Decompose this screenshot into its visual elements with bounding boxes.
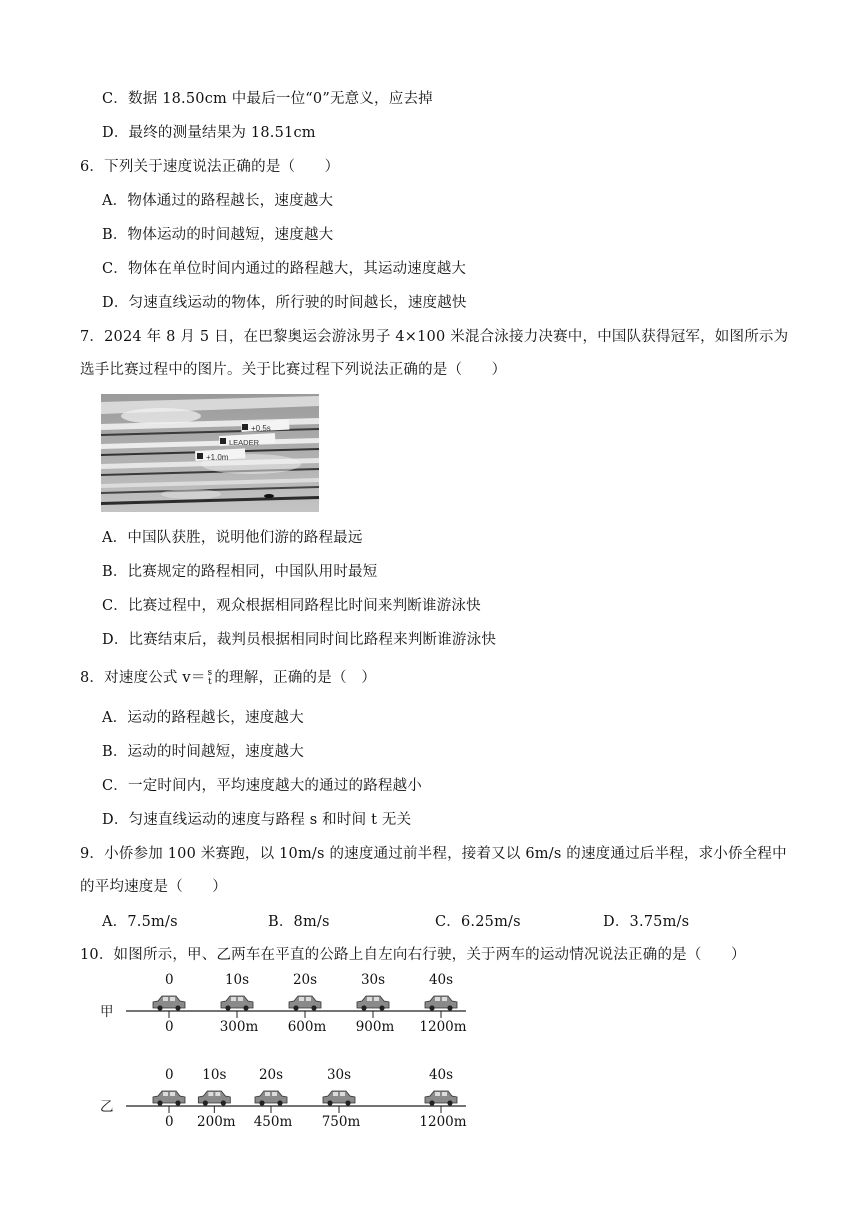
q6-option-b: B．物体运动的时间越短，速度越大 xyxy=(102,227,334,243)
q9-stem-line1: 9．小侨参加 100 米赛跑，以 10m/s 的速度通过前半程，接着又以 6m/s 的速度通过后半程，求小侨全程中 xyxy=(80,846,787,862)
car-yi-label: 乙 xyxy=(100,1099,114,1115)
car-yi-3 xyxy=(323,1091,355,1106)
q8-option-a: A．运动的路程越长，速度越大 xyxy=(102,710,304,726)
q9-option-c: C．6.25m/s xyxy=(435,914,521,930)
distance-label-yi-4: 1200m xyxy=(419,1114,467,1130)
car-yi-4 xyxy=(425,1091,457,1106)
time-label-yi-4: 40s xyxy=(428,1067,454,1083)
time-label-jia-1: 10s xyxy=(224,972,250,988)
q8-option-d: D．匀速直线运动的速度与路程 s 和时间 t 无关 xyxy=(102,812,412,828)
q6-stem: 6．下列关于速度说法正确的是（ ） xyxy=(80,159,340,175)
q7-option-b: B．比赛规定的路程相同，中国队用时最短 xyxy=(102,564,378,580)
q9-stem-line2: 的平均速度是（ ） xyxy=(80,879,227,895)
q6-option-c: C．物体在单位时间内通过的路程越大，其运动速度越大 xyxy=(102,261,467,277)
distance-label-jia-1: 300m xyxy=(219,1019,259,1035)
q8-option-b: B．运动的时间越短，速度越大 xyxy=(102,744,304,760)
time-label-yi-1: 10s xyxy=(202,1067,227,1083)
time-label-jia-2: 20s xyxy=(292,972,318,988)
fraction-numerator: s xyxy=(207,668,213,678)
q8-option-c: C．一定时间内，平均速度越大的通过的路程越小 xyxy=(102,778,422,794)
q7-stem-line1: 7．2024 年 8 月 5 日，在巴黎奥运会游泳男子 4×100 米混合泳接力决赛中，中国队获得冠军，如图所示为 xyxy=(80,329,789,345)
q9-option-b: B．8m/s xyxy=(268,914,330,930)
car-yi-0 xyxy=(153,1091,185,1106)
q5-option-c: C．数据 18.50cm 中最后一位“0”无意义，应去掉 xyxy=(102,91,433,107)
car-yi-2 xyxy=(255,1091,287,1106)
time-label-jia-0: 0 xyxy=(165,972,174,988)
q8-stem-suffix: 的理解，正确的是（ ） xyxy=(214,670,377,686)
car-jia-4 xyxy=(425,996,457,1011)
photo-label-distance: +1.0m xyxy=(206,453,229,462)
distance-label-yi-3: 750m xyxy=(321,1114,361,1130)
q7-stem-line2: 选手比赛过程中的图片。关于比赛过程下列说法正确的是（ ） xyxy=(80,362,507,378)
fraction-denominator: t xyxy=(208,677,212,687)
q6-option-d: D．匀速直线运动的物体，所行驶的时间越长，速度越快 xyxy=(102,295,467,311)
q10-stem: 10．如图所示，甲、乙两车在平直的公路上自左向右行驶，关于两车的运动情况说法正确的是（ ） xyxy=(80,947,746,963)
time-label-jia-3: 30s xyxy=(360,972,386,988)
distance-label-yi-0: 0 xyxy=(165,1114,174,1130)
car-jia-2 xyxy=(289,996,321,1011)
q7-option-a: A．中国队获胜，说明他们游的路程最远 xyxy=(102,530,363,546)
distance-label-jia-0: 0 xyxy=(165,1019,174,1035)
distance-label-jia-3: 900m xyxy=(355,1019,395,1035)
q8-stem xyxy=(80,668,376,688)
q5-option-d: D．最终的测量结果为 18.51cm xyxy=(102,125,316,141)
time-label-yi-0: 0 xyxy=(165,1067,174,1083)
photo-label-time: +0.5s xyxy=(251,424,271,433)
time-label-yi-3: 30s xyxy=(326,1067,352,1083)
car-yi-1 xyxy=(198,1091,230,1106)
swimming-race-photo xyxy=(101,394,319,512)
distance-label-yi-1: 200m xyxy=(197,1114,236,1130)
velocity-formula-fraction xyxy=(208,669,213,687)
q7-option-c: C．比赛过程中，观众根据相同路程比时间来判断谁游泳快 xyxy=(102,598,481,614)
car-motion-diagram xyxy=(96,966,496,1136)
q8-stem-prefix: 8．对速度公式 v＝ xyxy=(80,670,206,686)
car-jia-label: 甲 xyxy=(100,1004,114,1020)
car-jia-0 xyxy=(153,996,185,1011)
photo-label-leader: LEADER xyxy=(229,438,260,447)
distance-label-yi-2: 450m xyxy=(253,1114,293,1130)
q9-option-d: D．3.75m/s xyxy=(603,914,690,930)
q9-option-a: A．7.5m/s xyxy=(102,914,178,930)
q6-option-a: A．物体通过的路程越长，速度越大 xyxy=(102,193,334,209)
q7-option-d: D．比赛结束后，裁判员根据相同时间比路程来判断谁游泳快 xyxy=(102,632,497,648)
time-label-yi-2: 20s xyxy=(258,1067,284,1083)
distance-label-jia-2: 600m xyxy=(287,1019,327,1035)
distance-label-jia-4: 1200m xyxy=(419,1019,467,1035)
car-jia-3 xyxy=(357,996,389,1011)
car-jia-1 xyxy=(221,996,253,1011)
time-label-jia-4: 40s xyxy=(428,972,454,988)
